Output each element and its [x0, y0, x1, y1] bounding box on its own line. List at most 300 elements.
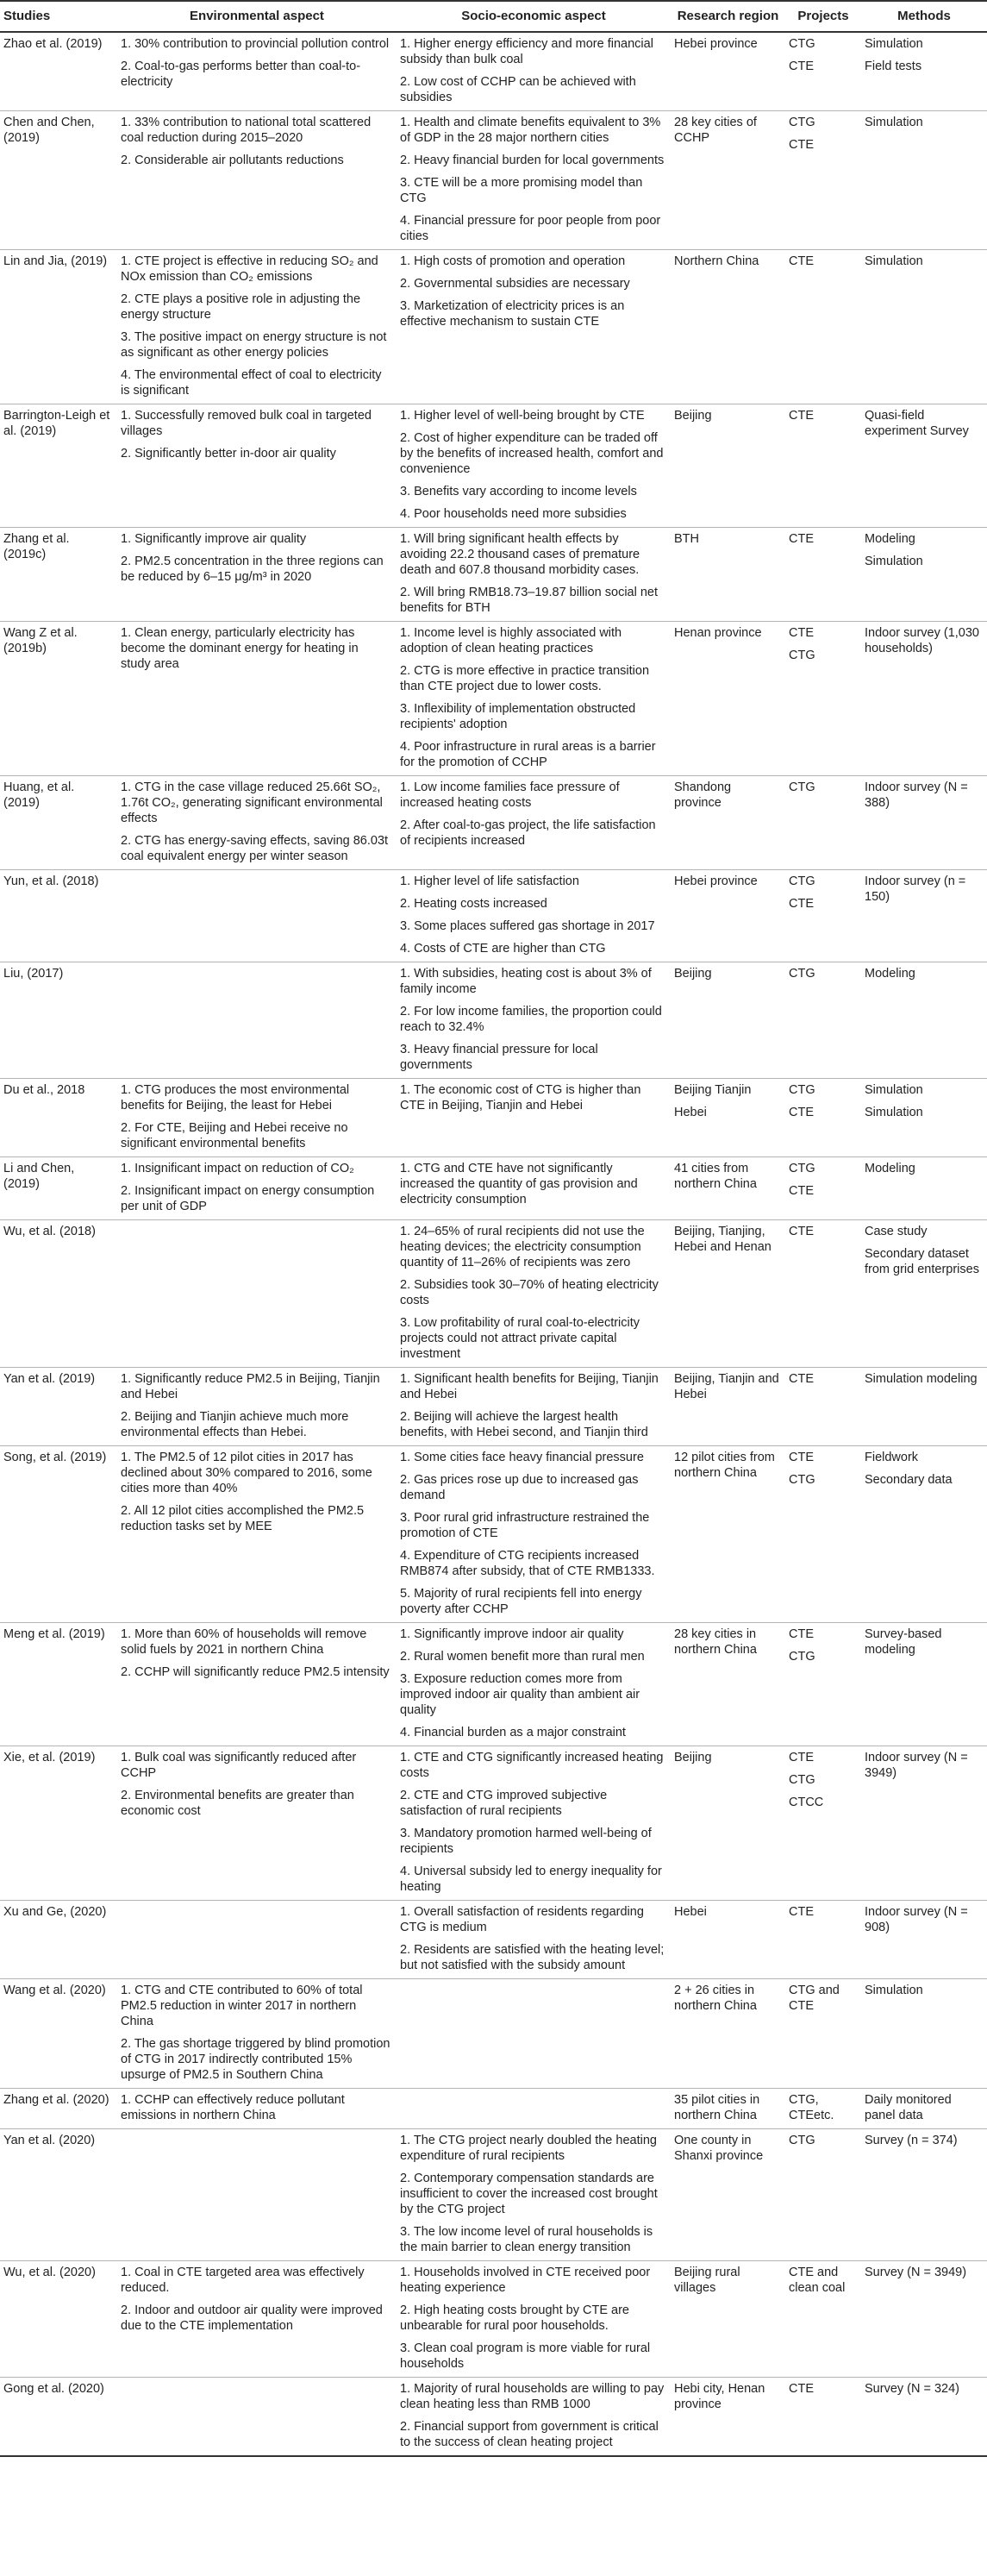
- socio-economic-item: 2. Heavy financial burden for local governments: [400, 154, 665, 167]
- socio-economic-item: 3. Some places suffered gas shortage in 2017: [400, 919, 655, 933]
- environmental-item: 2. PM2.5 concentration in the three regions can be reduced by 6–15 μg/m³ in 2020: [121, 555, 384, 584]
- methods-cell: [861, 2261, 987, 2378]
- methods-item: Modeling: [865, 1162, 915, 1175]
- table-row: [0, 1220, 987, 1368]
- methods-item: Fieldwork: [865, 1451, 919, 1464]
- region-item: 12 pilot cities from northern China: [674, 1451, 775, 1480]
- methods-item: Daily monitored panel data: [865, 2093, 952, 2122]
- methods-cell: [861, 1746, 987, 1901]
- environmental-cell: [117, 1623, 397, 1746]
- region-cell: [671, 622, 785, 776]
- socio-economic-cell: [397, 1623, 671, 1746]
- table-row: [0, 1623, 987, 1746]
- header-socio-economic-aspect: Socio-economic aspect: [397, 1, 671, 32]
- environmental-cell: [117, 2089, 397, 2129]
- table-row: [0, 250, 987, 404]
- study-cell: Meng et al. (2019): [0, 1623, 117, 1746]
- environmental-item: 1. CTG and CTE contributed to 60% of total PM2.5 reduction in winter 2017 in northern China: [121, 1984, 363, 2028]
- environmental-item: 2. Significantly better in-door air quality: [121, 447, 336, 461]
- methods-cell: [861, 1901, 987, 1979]
- projects-item: CTG: [789, 649, 815, 662]
- region-item: 41 cities from northern China: [674, 1162, 757, 1191]
- projects-item: CTE: [789, 409, 814, 423]
- socio-economic-item: 1. Overall satisfaction of residents regarding CTG is medium: [400, 1905, 644, 1934]
- table-row: [0, 2261, 987, 2378]
- table-row: [0, 404, 987, 528]
- socio-economic-item: 2. Low cost of CCHP can be achieved with subsidies: [400, 75, 636, 104]
- region-item: Hebi city, Henan province: [674, 2382, 765, 2411]
- environmental-item: 1. The PM2.5 of 12 pilot cities in 2017 has declined about 30% compared to 2016, some cities more than 40%: [121, 1451, 372, 1495]
- socio-economic-cell: [397, 2089, 671, 2129]
- socio-economic-item: 4. Financial pressure for poor people from poor cities: [400, 214, 661, 243]
- socio-economic-item: 1. Some cities face heavy financial pressure: [400, 1451, 644, 1464]
- region-cell: [671, 32, 785, 111]
- region-cell: [671, 1446, 785, 1623]
- environmental-item: 2. Coal-to-gas performs better than coal-to-electricity: [121, 60, 361, 89]
- methods-item: Survey (N = 324): [865, 2382, 960, 2396]
- environmental-item: 1. CCHP can effectively reduce pollutant emissions in northern China: [121, 2093, 345, 2122]
- environmental-cell: [117, 1746, 397, 1901]
- socio-economic-cell: [397, 111, 671, 250]
- table-header: [0, 1, 987, 32]
- socio-economic-item: 1. CTG and CTE have not significantly increased the quantity of gas provision and electricity consumption: [400, 1162, 638, 1207]
- projects-item: CTG: [789, 1162, 815, 1175]
- projects-item: CTE: [789, 1106, 814, 1119]
- region-item: 35 pilot cities in northern China: [674, 2093, 760, 2122]
- projects-cell: [785, 1079, 861, 1157]
- methods-item: Secondary data: [865, 1473, 953, 1487]
- region-cell: [671, 404, 785, 528]
- socio-economic-item: 1. High costs of promotion and operation: [400, 254, 626, 268]
- environmental-item: 2. CTE plays a positive role in adjusting the energy structure: [121, 292, 361, 322]
- socio-economic-item: 2. Contemporary compensation standards are insufficient to cover the increased cost brought by the CTG project: [400, 2172, 658, 2216]
- methods-cell: [861, 2129, 987, 2261]
- socio-economic-cell: [397, 1446, 671, 1623]
- projects-item: CTG: [789, 967, 815, 981]
- table-row: [0, 1979, 987, 2089]
- region-item: Beijing Tianjin: [674, 1083, 752, 1097]
- projects-item: CTE: [789, 60, 814, 73]
- methods-cell: [861, 622, 987, 776]
- environmental-item: 1. Significantly reduce PM2.5 in Beijing, Tianjin and Hebei: [121, 1372, 380, 1401]
- methods-item: Simulation: [865, 116, 923, 129]
- table-row: [0, 622, 987, 776]
- socio-economic-item: 2. Rural women benefit more than rural men: [400, 1650, 645, 1664]
- environmental-item: 2. Beijing and Tianjin achieve much more environmental effects than Hebei.: [121, 1410, 349, 1439]
- socio-economic-item: 1. Higher level of well-being brought by CTE: [400, 409, 645, 423]
- socio-economic-cell: [397, 1220, 671, 1368]
- methods-item: Indoor survey (n = 150): [865, 874, 966, 904]
- projects-item: CTE and clean coal: [789, 2266, 846, 2295]
- projects-item: CTG: [789, 1773, 815, 1787]
- socio-economic-cell: [397, 776, 671, 870]
- region-item: Beijing rural villages: [674, 2266, 740, 2295]
- region-item: Shandong province: [674, 780, 732, 810]
- socio-economic-item: 1. Low income families face pressure of increased heating costs: [400, 780, 620, 810]
- environmental-cell: [117, 111, 397, 250]
- socio-economic-item: 3. Clean coal program is more viable for rural households: [400, 2341, 651, 2371]
- study-cell: Yun, et al. (2018): [0, 870, 117, 962]
- environmental-cell: [117, 870, 397, 962]
- environmental-item: 1. Significantly improve air quality: [121, 532, 307, 546]
- projects-item: CTE: [789, 2382, 814, 2396]
- projects-item: CTG, CTEetc.: [789, 2093, 834, 2122]
- socio-economic-cell: [397, 2129, 671, 2261]
- socio-economic-item: 1. Health and climate benefits equivalent to 3% of GDP in the 28 major northern cities: [400, 116, 661, 145]
- methods-cell: [861, 776, 987, 870]
- table-row: [0, 1079, 987, 1157]
- projects-cell: [785, 870, 861, 962]
- table-row: [0, 870, 987, 962]
- region-item: Beijing, Tianjin and Hebei: [674, 1372, 779, 1401]
- environmental-item: 1. CTE project is effective in reducing SO₂ and NOx emission than CO₂ emissions: [121, 254, 378, 284]
- methods-item: Survey-based modeling: [865, 1627, 942, 1657]
- socio-economic-item: 2. For low income families, the proportion could reach to 32.4%: [400, 1005, 662, 1034]
- region-item: Beijing: [674, 409, 712, 423]
- header-row: [0, 1, 987, 32]
- environmental-cell: [117, 776, 397, 870]
- environmental-item: 1. 33% contribution to national total scattered coal reduction during 2015–2020: [121, 116, 372, 145]
- methods-item: Case study: [865, 1225, 928, 1238]
- socio-economic-item: 3. Poor rural grid infrastructure restrained the promotion of CTE: [400, 1511, 650, 1540]
- projects-cell: [785, 528, 861, 622]
- methods-cell: [861, 528, 987, 622]
- region-cell: [671, 1623, 785, 1746]
- projects-item: CTG: [789, 2134, 815, 2147]
- projects-item: CTE: [789, 626, 814, 640]
- region-cell: [671, 1979, 785, 2089]
- projects-cell: [785, 404, 861, 528]
- projects-cell: [785, 1446, 861, 1623]
- environmental-item: 1. More than 60% of households will remove solid fuels by 2021 in northern China: [121, 1627, 367, 1657]
- table-row: [0, 962, 987, 1079]
- environmental-cell: [117, 962, 397, 1079]
- environmental-item: 2. The gas shortage triggered by blind promotion of CTG in 2017 indirectly contributed 15% upsurge of PM2.5 in Southern China: [121, 2037, 390, 2082]
- projects-item: CTG: [789, 874, 815, 888]
- study-cell: Wang et al. (2020): [0, 1979, 117, 2089]
- projects-item: CTE: [789, 1751, 814, 1764]
- study-cell: Wang Z et al. (2019b): [0, 622, 117, 776]
- projects-cell: [785, 250, 861, 404]
- environmental-cell: [117, 1901, 397, 1979]
- projects-item: CTE: [789, 1372, 814, 1386]
- socio-economic-cell: [397, 528, 671, 622]
- environmental-item: 1. Coal in CTE targeted area was effectively reduced.: [121, 2266, 365, 2295]
- socio-economic-item: 2. Governmental subsidies are necessary: [400, 277, 630, 291]
- study-cell: Zhang et al. (2019c): [0, 528, 117, 622]
- environmental-item: 1. Successfully removed bulk coal in targeted villages: [121, 409, 372, 438]
- study-cell: Song, et al. (2019): [0, 1446, 117, 1623]
- header-projects: Projects: [785, 1, 861, 32]
- table-row: [0, 1746, 987, 1901]
- table-row: [0, 776, 987, 870]
- socio-economic-cell: [397, 1746, 671, 1901]
- socio-economic-item: 1. Will bring significant health effects by avoiding 22.2 thousand cases of premature death and 607.8 thousand morbidity cases.: [400, 532, 640, 577]
- socio-economic-cell: [397, 2261, 671, 2378]
- region-item: Northern China: [674, 254, 759, 268]
- table-row: [0, 1368, 987, 1446]
- socio-economic-item: 1. Significant health benefits for Beijing, Tianjin and Hebei: [400, 1372, 659, 1401]
- methods-item: Modeling: [865, 967, 915, 981]
- region-cell: [671, 2129, 785, 2261]
- environmental-item: 1. CTG produces the most environmental benefits for Beijing, the least for Hebei: [121, 1083, 350, 1113]
- socio-economic-item: 1. Higher energy efficiency and more financial subsidy than bulk coal: [400, 37, 653, 66]
- study-cell: Chen and Chen, (2019): [0, 111, 117, 250]
- projects-cell: [785, 1157, 861, 1220]
- socio-economic-item: 1. With subsidies, heating cost is about 3% of family income: [400, 967, 652, 996]
- region-item: Beijing, Tianjing, Hebei and Henan: [674, 1225, 771, 1254]
- environmental-cell: [117, 2378, 397, 2457]
- socio-economic-cell: [397, 622, 671, 776]
- socio-economic-item: 5. Majority of rural recipients fell into energy poverty after CCHP: [400, 1587, 642, 1616]
- projects-item: CTE: [789, 138, 814, 152]
- table-body: [0, 32, 987, 2456]
- table-row: [0, 1446, 987, 1623]
- environmental-item: 2. Considerable air pollutants reductions: [121, 154, 344, 167]
- study-cell: Zhang et al. (2020): [0, 2089, 117, 2129]
- methods-item: Simulation modeling: [865, 1372, 978, 1386]
- socio-economic-item: 2. Financial support from government is critical to the success of clean heating project: [400, 2420, 659, 2449]
- study-cell: Huang, et al. (2019): [0, 776, 117, 870]
- environmental-item: 2. Indoor and outdoor air quality were improved due to the CTE implementation: [121, 2303, 383, 2333]
- socio-economic-cell: [397, 1368, 671, 1446]
- table-row: [0, 2378, 987, 2457]
- environmental-cell: [117, 1079, 397, 1157]
- socio-economic-item: 1. The economic cost of CTG is higher than CTE in Beijing, Tianjin and Hebei: [400, 1083, 641, 1113]
- region-item: Hebei: [674, 1905, 707, 1919]
- socio-economic-item: 2. Cost of higher expenditure can be traded off by the benefits of increased health, comfort and convenience: [400, 431, 664, 476]
- methods-cell: [861, 1446, 987, 1623]
- methods-cell: [861, 2378, 987, 2457]
- socio-economic-item: 2. Will bring RMB18.73–19.87 billion social net benefits for BTH: [400, 586, 659, 615]
- table-row: [0, 528, 987, 622]
- environmental-item: 2. Environmental benefits are greater than economic cost: [121, 1789, 354, 1818]
- projects-item: CTE: [789, 1184, 814, 1198]
- projects-item: CTG: [789, 1083, 815, 1097]
- methods-item: Simulation: [865, 1984, 923, 1997]
- methods-item: Simulation: [865, 555, 923, 568]
- projects-cell: [785, 2129, 861, 2261]
- table-row: [0, 111, 987, 250]
- socio-economic-item: 3. Exposure reduction comes more from improved indoor air quality than ambient air quality: [400, 1672, 640, 1717]
- environmental-item: 1. Insignificant impact on reduction of CO₂: [121, 1162, 354, 1175]
- methods-item: Indoor survey (1,030 households): [865, 626, 979, 655]
- environmental-item: 3. The positive impact on energy structure is not as significant as other energy policies: [121, 330, 387, 360]
- environmental-cell: [117, 1220, 397, 1368]
- projects-cell: [785, 1623, 861, 1746]
- projects-cell: [785, 1368, 861, 1446]
- socio-economic-item: 3. Benefits vary according to income levels: [400, 485, 637, 498]
- socio-economic-item: 4. Costs of CTE are higher than CTG: [400, 942, 606, 956]
- environmental-cell: [117, 622, 397, 776]
- projects-cell: [785, 776, 861, 870]
- projects-cell: [785, 1979, 861, 2089]
- methods-item: Field tests: [865, 60, 922, 73]
- environmental-cell: [117, 1979, 397, 2089]
- methods-item: Modeling: [865, 532, 915, 546]
- table-row: [0, 1157, 987, 1220]
- environmental-cell: [117, 528, 397, 622]
- projects-item: CTE: [789, 254, 814, 268]
- region-item: Henan province: [674, 626, 762, 640]
- projects-cell: [785, 1746, 861, 1901]
- study-cell: Gong et al. (2020): [0, 2378, 117, 2457]
- environmental-item: 2. Insignificant impact on energy consumption per unit of GDP: [121, 1184, 375, 1213]
- environmental-item: 2. All 12 pilot cities accomplished the PM2.5 reduction tasks set by MEE: [121, 1504, 365, 1533]
- socio-economic-item: 2. After coal-to-gas project, the life satisfaction of recipients increased: [400, 818, 656, 848]
- region-cell: [671, 1368, 785, 1446]
- methods-item: Simulation: [865, 37, 923, 51]
- socio-economic-item: 1. Income level is highly associated with adoption of clean heating practices: [400, 626, 622, 655]
- socio-economic-cell: [397, 870, 671, 962]
- projects-item: CTG: [789, 780, 815, 794]
- projects-item: CTE: [789, 1905, 814, 1919]
- study-cell: Zhao et al. (2019): [0, 32, 117, 111]
- methods-item: Quasi-field experiment Survey: [865, 409, 969, 438]
- region-item: BTH: [674, 532, 699, 546]
- projects-cell: [785, 2261, 861, 2378]
- socio-economic-item: 1. Majority of rural households are willing to pay clean heating less than RMB 1000: [400, 2382, 665, 2411]
- methods-item: Simulation: [865, 1083, 923, 1097]
- environmental-cell: [117, 1446, 397, 1623]
- region-cell: [671, 111, 785, 250]
- projects-item: CTCC: [789, 1796, 824, 1809]
- table-row: [0, 32, 987, 111]
- projects-cell: [785, 962, 861, 1079]
- study-cell: Li and Chen, (2019): [0, 1157, 117, 1220]
- socio-economic-item: 2. High heating costs brought by CTE are unbearable for rural poor households.: [400, 2303, 629, 2333]
- table-row: [0, 2129, 987, 2261]
- socio-economic-item: 1. The CTG project nearly doubled the heating expenditure of rural recipients: [400, 2134, 657, 2163]
- socio-economic-item: 1. Households involved in CTE received poor heating experience: [400, 2266, 651, 2295]
- socio-economic-item: 4. Expenditure of CTG recipients increased RMB874 after subsidy, that of CTE RMB1333.: [400, 1549, 655, 1578]
- methods-cell: [861, 1157, 987, 1220]
- methods-cell: [861, 962, 987, 1079]
- region-item: Hebei province: [674, 874, 758, 888]
- projects-cell: [785, 2089, 861, 2129]
- region-item: 2 + 26 cities in northern China: [674, 1984, 757, 2013]
- region-item: Beijing: [674, 967, 712, 981]
- header-environmental-aspect: Environmental aspect: [117, 1, 397, 32]
- region-item: 28 key cities in northern China: [674, 1627, 757, 1657]
- socio-economic-item: 2. Residents are satisfied with the heating level; but not satisfied with the subsidy amount: [400, 1943, 665, 1972]
- study-cell: Du et al., 2018: [0, 1079, 117, 1157]
- methods-item: Secondary dataset from grid enterprises: [865, 1247, 979, 1276]
- projects-cell: [785, 1220, 861, 1368]
- projects-cell: [785, 622, 861, 776]
- methods-item: Indoor survey (N = 3949): [865, 1751, 968, 1780]
- projects-item: CTG and CTE: [789, 1984, 840, 2013]
- projects-cell: [785, 2378, 861, 2457]
- socio-economic-item: 3. Mandatory promotion harmed well-being of recipients: [400, 1827, 652, 1856]
- environmental-item: 2. CTG has energy-saving effects, saving 86.03t coal equivalent energy per winter season: [121, 834, 389, 863]
- region-cell: [671, 1079, 785, 1157]
- region-cell: [671, 1220, 785, 1368]
- socio-economic-item: 2. CTG is more effective in practice transition than CTE project due to lower costs.: [400, 664, 650, 693]
- methods-cell: [861, 1079, 987, 1157]
- socio-economic-cell: [397, 32, 671, 111]
- socio-economic-item: 4. Financial burden as a major constraint: [400, 1726, 626, 1739]
- region-cell: [671, 962, 785, 1079]
- methods-cell: [861, 870, 987, 962]
- methods-cell: [861, 111, 987, 250]
- region-cell: [671, 1746, 785, 1901]
- projects-item: CTG: [789, 116, 815, 129]
- projects-cell: [785, 111, 861, 250]
- socio-economic-item: 2. CTE and CTG improved subjective satisfaction of rural recipients: [400, 1789, 608, 1818]
- study-cell: Wu, et al. (2018): [0, 1220, 117, 1368]
- projects-item: CTG: [789, 1650, 815, 1664]
- socio-economic-item: 4. Poor households need more subsidies: [400, 507, 627, 521]
- region-item: 28 key cities of CCHP: [674, 116, 757, 145]
- region-item: Hebei province: [674, 37, 758, 51]
- methods-cell: [861, 32, 987, 111]
- region-cell: [671, 776, 785, 870]
- socio-economic-item: 2. Heating costs increased: [400, 897, 547, 911]
- socio-economic-item: 2. Subsidies took 30–70% of heating electricity costs: [400, 1278, 659, 1307]
- environmental-cell: [117, 1368, 397, 1446]
- environmental-cell: [117, 2261, 397, 2378]
- region-item: Hebei: [674, 1106, 707, 1119]
- methods-item: Simulation: [865, 254, 923, 268]
- region-cell: [671, 2261, 785, 2378]
- methods-cell: [861, 1979, 987, 2089]
- region-item: One county in Shanxi province: [674, 2134, 764, 2163]
- methods-cell: [861, 1623, 987, 1746]
- socio-economic-cell: [397, 2378, 671, 2457]
- environmental-item: 1. Bulk coal was significantly reduced after CCHP: [121, 1751, 357, 1780]
- region-cell: [671, 1901, 785, 1979]
- study-cell: Yan et al. (2019): [0, 1368, 117, 1446]
- socio-economic-item: 3. CTE will be a more promising model than CTG: [400, 176, 643, 205]
- socio-economic-item: 3. Inflexibility of implementation obstructed recipients' adoption: [400, 702, 636, 731]
- environmental-cell: [117, 1157, 397, 1220]
- methods-item: Survey (n = 374): [865, 2134, 958, 2147]
- region-cell: [671, 1157, 785, 1220]
- environmental-item: 2. For CTE, Beijing and Hebei receive no significant environmental benefits: [121, 1121, 348, 1150]
- header-research-region: Research region: [671, 1, 785, 32]
- environmental-item: 1. CTG in the case village reduced 25.66t SO₂, 1.76t CO₂, generating significant environmental effects: [121, 780, 383, 825]
- socio-economic-item: 1. Higher level of life satisfaction: [400, 874, 579, 888]
- methods-cell: [861, 404, 987, 528]
- methods-cell: [861, 1220, 987, 1368]
- projects-item: CTE: [789, 1225, 814, 1238]
- environmental-item: 4. The environmental effect of coal to electricity is significant: [121, 368, 382, 398]
- projects-item: CTE: [789, 1627, 814, 1641]
- socio-economic-cell: [397, 1157, 671, 1220]
- socio-economic-item: 1. CTE and CTG significantly increased heating costs: [400, 1751, 664, 1780]
- methods-cell: [861, 2089, 987, 2129]
- environmental-cell: [117, 250, 397, 404]
- header-methods: Methods: [861, 1, 987, 32]
- study-cell: Xu and Ge, (2020): [0, 1901, 117, 1979]
- projects-cell: [785, 32, 861, 111]
- socio-economic-cell: [397, 1079, 671, 1157]
- environmental-item: 1. 30% contribution to provincial pollution control: [121, 37, 390, 51]
- table-row: [0, 2089, 987, 2129]
- study-cell: Yan et al. (2020): [0, 2129, 117, 2261]
- study-cell: Barrington-Leigh et al. (2019): [0, 404, 117, 528]
- socio-economic-item: 2. Gas prices rose up due to increased gas demand: [400, 1473, 639, 1502]
- region-cell: [671, 528, 785, 622]
- projects-cell: [785, 1901, 861, 1979]
- socio-economic-cell: [397, 962, 671, 1079]
- socio-economic-item: 3. The low income level of rural households is the main barrier to clean energy transition: [400, 2225, 653, 2254]
- socio-economic-item: 3. Heavy financial pressure for local governments: [400, 1043, 598, 1072]
- socio-economic-cell: [397, 404, 671, 528]
- projects-item: CTE: [789, 897, 814, 911]
- socio-economic-cell: [397, 1979, 671, 2089]
